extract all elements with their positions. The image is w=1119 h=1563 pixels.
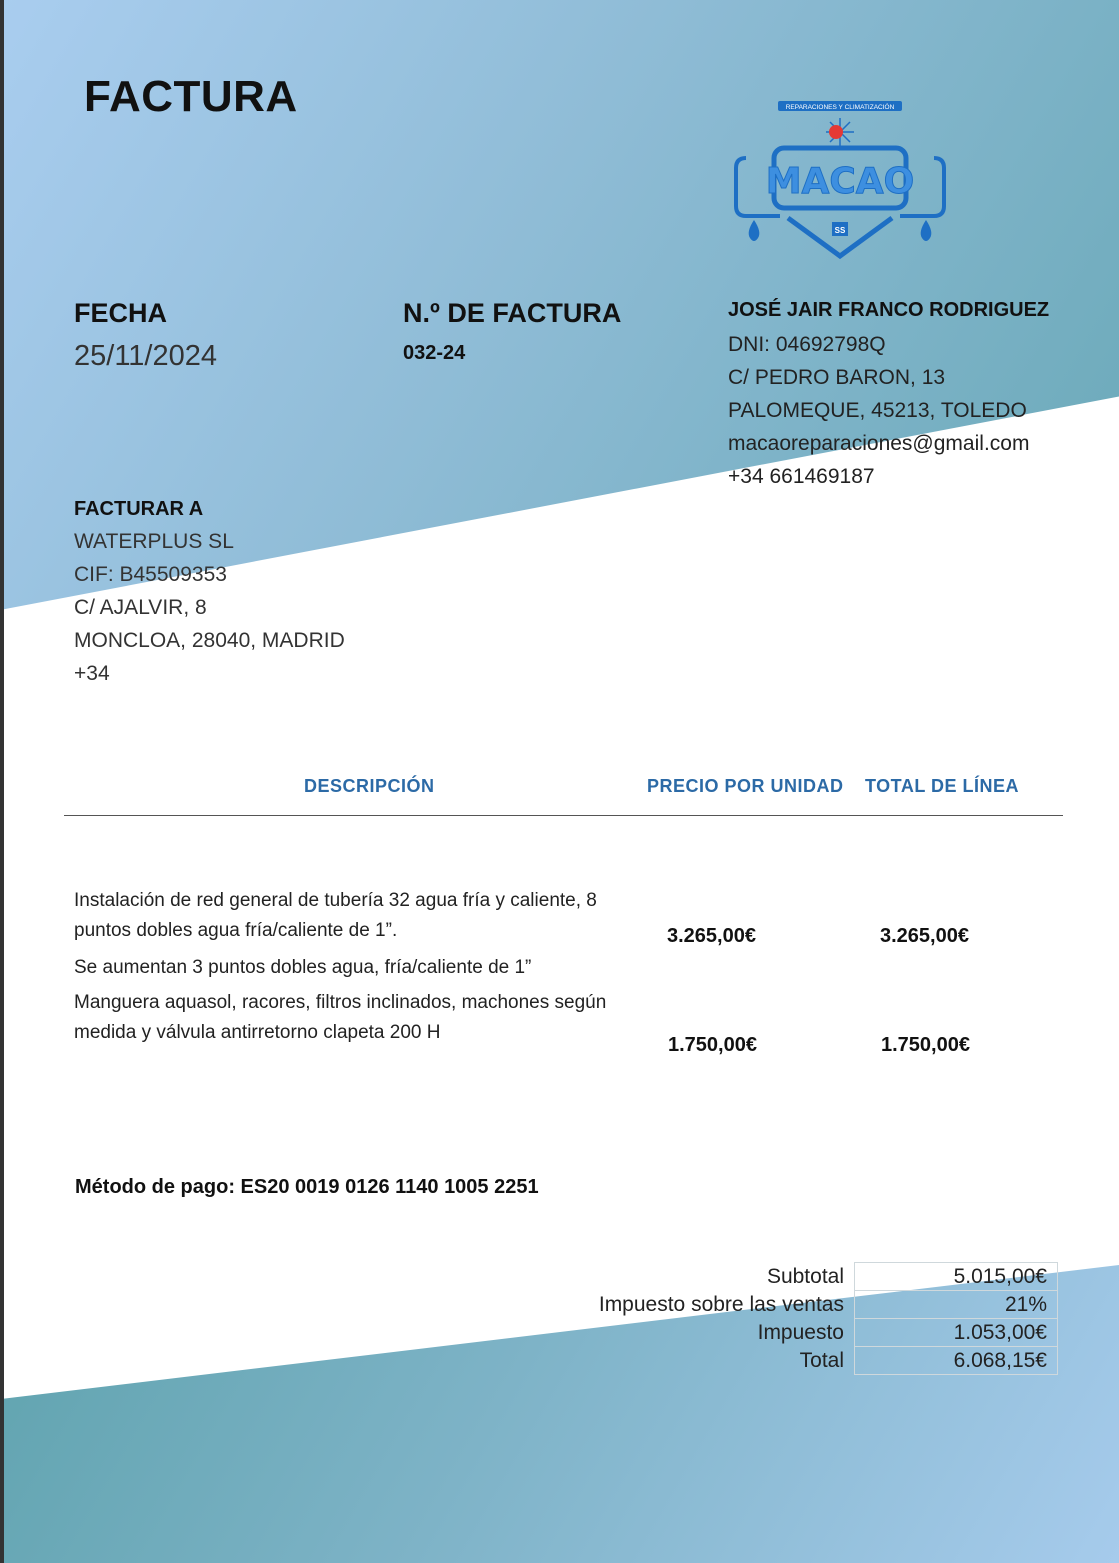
issuer-block	[728, 298, 1049, 496]
line-item-unit-price: 1.750,00€	[668, 1034, 757, 1056]
column-header-description: DESCRIPCIÓN	[304, 776, 435, 796]
tax-rate-label: Impuesto sobre las ventas	[598, 1293, 844, 1316]
tax-label: Impuesto	[757, 1321, 844, 1344]
subtotal-value: 5.015,00€	[855, 1263, 1058, 1291]
logo-mark: SS	[834, 226, 846, 235]
line-item-description: Instalación de red general de tubería 32 agua fría y caliente, 8 puntos dobles agua fría/caliente de 1”.	[74, 890, 597, 941]
date-label: FECHA	[74, 298, 167, 328]
column-header-line-total: TOTAL DE LÍNEA	[865, 776, 1020, 796]
bill-to-phone: +34	[74, 662, 110, 685]
logo-tagline: REPARACIONES Y CLIMATIZACIÓN	[785, 104, 895, 111]
drop-left-icon	[749, 220, 760, 241]
tax-value: 1.053,00€	[855, 1319, 1058, 1347]
line-item-description: Se aumentan 3 puntos dobles agua, fría/caliente de 1”	[74, 957, 532, 978]
invoice-number-value: 032-24	[403, 342, 466, 364]
bill-to-street: C/ AJALVIR, 8	[74, 596, 207, 619]
issuer-email: macaoreparaciones@gmail.com	[728, 432, 1030, 455]
column-header-unit-price: PRECIO POR UNIDAD	[647, 776, 844, 796]
bill-to-company: WATERPLUS SL	[74, 530, 234, 553]
line-item-description: Manguera aquasol, racores, filtros inclinados, machones según medida y válvula antirretorno clapeta 200 H	[74, 992, 607, 1043]
tax-rate-row	[540, 1291, 1058, 1319]
bill-to-cif: CIF: B45509353	[74, 563, 227, 586]
total-label: Total	[799, 1349, 844, 1372]
issuer-dni: DNI: 04692798Q	[728, 333, 886, 356]
issuer-phone: +34 661469187	[728, 465, 875, 488]
macao-logo	[728, 98, 952, 266]
drop-right-icon	[921, 220, 932, 241]
subtotal-row	[540, 1263, 1058, 1291]
line-item-unit-price: 3.265,00€	[667, 925, 756, 947]
bill-to-label: FACTURAR A	[74, 498, 204, 520]
line-item-line-total: 3.265,00€	[880, 925, 969, 947]
subtotal-label: Subtotal	[766, 1265, 844, 1288]
date-value: 25/11/2024	[74, 340, 217, 372]
document-title: FACTURA	[84, 72, 298, 121]
issuer-street: C/ PEDRO BARON, 13	[728, 366, 946, 389]
logo-brand: MACAO	[765, 161, 915, 202]
bill-to-block	[74, 497, 345, 693]
total-row	[540, 1347, 1058, 1375]
table-header-divider	[64, 815, 1063, 816]
tax-rate-value: 21%	[855, 1291, 1058, 1319]
issuer-name: JOSÉ JAIR FRANCO RODRIGUEZ	[728, 299, 1050, 321]
issuer-city: PALOMEQUE, 45213, TOLEDO	[728, 399, 1027, 422]
page-edge	[0, 0, 4, 1563]
line-item-line-total: 1.750,00€	[881, 1034, 970, 1056]
totals-table	[540, 1262, 1058, 1375]
total-value: 6.068,15€	[855, 1347, 1058, 1375]
invoice-number-label: N.º DE FACTURA	[403, 298, 622, 328]
payment-method: Método de pago: ES20 0019 0126 1140 1005 2251	[75, 1176, 539, 1198]
tax-row	[540, 1319, 1058, 1347]
bill-to-city: MONCLOA, 28040, MADRID	[74, 629, 345, 652]
